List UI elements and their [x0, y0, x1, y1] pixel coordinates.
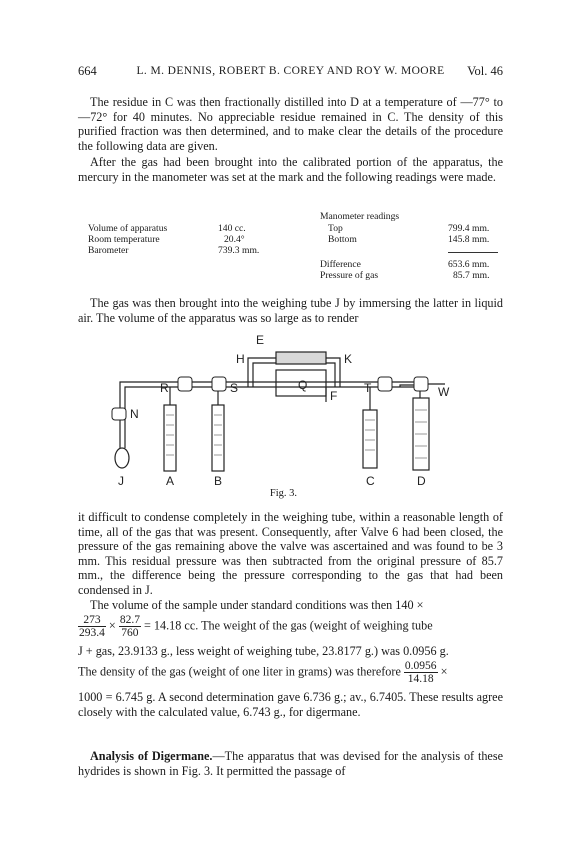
reading-value: 653.6 mm. [448, 259, 490, 270]
label-s: S [230, 381, 239, 395]
calc-volume-text: The volume of the sample under standard conditions was then 140 × [90, 598, 424, 612]
furnace-e [276, 352, 326, 364]
reading-value: 20.4° [224, 234, 245, 245]
reading-value: 739.3 mm. [218, 245, 260, 256]
label-e: E [256, 333, 265, 347]
label-b: B [214, 474, 223, 488]
label-h: H [236, 352, 245, 366]
label-d: D [417, 474, 426, 488]
label-k: K [344, 352, 353, 366]
stopcock-w [414, 377, 428, 391]
stopcock-n [112, 408, 126, 420]
paragraph-residue: The residue in C was then fractionally distilled into D at a temperature of —77° to —72° for 40 minutes. No appreciable residue remained in C. The density of this purified fraction was then determined, and to make clear the details of the procedure the following data are given. [78, 95, 503, 153]
times-sign: × [108, 618, 116, 633]
fraction-density: $\frac{0.0956}{14.18}$ [404, 660, 437, 685]
weighing-tube-j [115, 448, 129, 468]
reading-label: Pressure of gas [320, 270, 379, 281]
paragraph-readings-intro: After the gas had been brought into the calibrated portion of the apparatus, the mercury in the manometer was set at the mark and the following readings were made. [78, 155, 503, 184]
reading-value: 799.4 mm. [448, 223, 490, 234]
calc-line-2 [78, 614, 503, 639]
times-sign: × [440, 664, 448, 679]
bypass-tube [253, 363, 335, 387]
reading-value: 145.8 mm. [448, 234, 490, 245]
label-f: F [330, 389, 338, 403]
reading-label: Difference [320, 259, 361, 270]
stopcock-t [378, 377, 392, 391]
readings-table [88, 212, 508, 292]
running-authors: L. M. DENNIS, ROBERT B. COREY AND ROY W. MOORE [136, 65, 445, 77]
label-n: N [130, 407, 139, 421]
reading-label: Volume of apparatus [88, 223, 168, 234]
section-title: Analysis of Digermane. [90, 749, 213, 763]
fraction-temperature: $\frac{273}{293.4}$ [79, 614, 105, 639]
stopcock-s [212, 377, 226, 391]
calc-density-text: The density of the gas (weight of one liter in grams) was therefore [78, 664, 401, 679]
paragraph-condensation: it difficult to condense completely in the weighing tube, within a reasonable length of time, all of the gas that was present. Consequently, after Valve 6 had been closed, the pressure of the gas remaining above the valve was ascertained and was found to be 3 mm. This residual pressure was then subtracted from the original pressure of 85.7 mm., the difference being the pressure corresponding to the gas that had been condensed in J. [78, 510, 503, 597]
figure-caption: Fig. 3. [269, 488, 298, 499]
running-header [78, 64, 503, 80]
label-t: T [364, 381, 372, 395]
paragraph-density-result: 1000 = 6.745 g. A second determination gave 6.736 g.; av., 6.7405. These results agree closely with the calculated value, 6.743 g., for digermane. [78, 690, 503, 719]
column-c [363, 410, 377, 468]
label-c: C [366, 474, 375, 488]
paragraph-weighing-tube: The gas was then brought into the weighing tube J by immersing the latter in liquid air. The volume of the apparatus was so large as to render [78, 296, 503, 325]
reading-label: Top [328, 223, 343, 234]
calc-line-3: J + gas, 23.9133 g., less weight of weighing tube, 23.8177 g.) was 0.0956 g. [78, 644, 449, 658]
reading-label: Room temperature [88, 234, 160, 245]
manometer-heading: Manometer readings [320, 211, 400, 222]
reading-label: Barometer [88, 245, 129, 256]
label-r: R [160, 381, 169, 395]
apparatus-diagram [100, 330, 470, 490]
label-a: A [166, 474, 175, 488]
section-analysis [78, 749, 503, 778]
fraction-pressure: $\frac{82.7}{760}$ [119, 614, 140, 639]
volume-number: Vol. 46 [467, 64, 503, 78]
column-graduations [166, 410, 427, 458]
label-j: J [118, 474, 124, 488]
label-w: W [438, 385, 450, 399]
calc-line-4 [78, 660, 503, 685]
stopcock-r [178, 377, 192, 391]
reading-value: 85.7 mm. [453, 270, 490, 281]
calc-line-1 [78, 598, 503, 613]
page-number: 664 [78, 64, 97, 78]
calc-volume-result: = 14.18 cc. The weight of the gas (weight of weighing tube [144, 618, 433, 633]
sum-rule [448, 252, 498, 253]
reading-value: 140 cc. [218, 223, 246, 234]
section-text: —The apparatus that was devised for the analysis of these hydrides is shown in Fig. 3. It permitted the passage of [78, 749, 503, 778]
reading-label: Bottom [328, 234, 357, 245]
label-q: Q [298, 378, 308, 392]
